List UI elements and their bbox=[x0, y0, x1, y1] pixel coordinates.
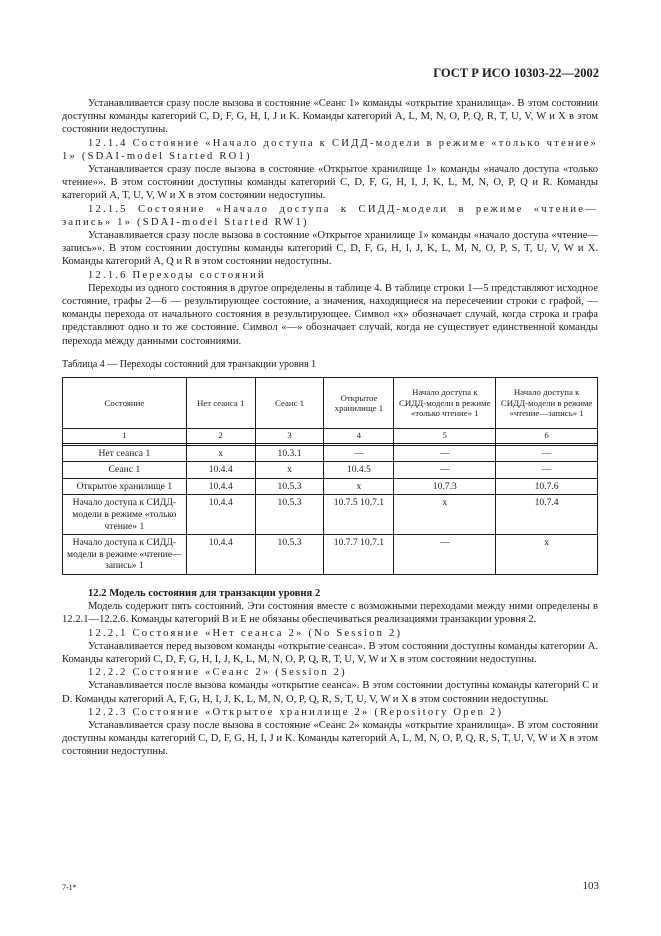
paragraph: Устанавливается перед вызовом команды «открытие сеанса». В этом состоянии доступны команды категории A. Команды категорий C, D, F, G, H, I, J, K, L, M, N, O, P, Q, R, T, U, V, W и X в этом состоянии недоступны. bbox=[62, 640, 598, 666]
table-cell: 10.3.1 bbox=[255, 445, 324, 462]
table-cell: 10.5.3 bbox=[255, 478, 324, 495]
table-cell: — bbox=[496, 462, 598, 479]
table-cell: x bbox=[496, 535, 598, 575]
paragraph: Устанавливается сразу после вызова в состояние «Сеанс 2» команды «открытие хранилища». В этом состоянии доступны команды категорий C, D, F, G, H, I, J и K. Команды категорий A, L, M, N, O, P, Q, R, S, T, U, V, W и X в этом состоянии недоступны. bbox=[62, 720, 598, 758]
paragraph: Устанавливается сразу после вызова в состояние «Открытое хранилище 1» команды «начало доступа «только чтение»». В этом состоянии доступны команды категорий C, D, F, G, H, I, J, K, L, M, N, O, P, Q и R. Команды категорий A, T, U, V, W и X в этом состоянии недоступны. bbox=[62, 164, 598, 202]
page-number: 103 bbox=[582, 880, 599, 892]
body-text bbox=[62, 97, 598, 759]
clause-heading: 12.1.4 Состояние «Начало доступа к СИДД-модели в режиме «только чтение» 1» (SDAI-model Started RO1) bbox=[62, 137, 598, 162]
table-cell: 10.5.3 bbox=[255, 535, 324, 575]
table-header-cell: Сеанс 1 bbox=[255, 378, 324, 429]
sheet-marker: 7-1* bbox=[62, 883, 77, 892]
paragraph: Модель содержит пять состояний. Эти состояния вместе с возможными переходами между ними определены в 12.2.1—12.2.6. Команды категорий B и E не обязаны обеспечиваться реализациями транзакции уровня 2. bbox=[62, 601, 598, 626]
table-cell: Начало доступа к СИДД-модели в режиме «чтение—запись» 1 bbox=[63, 535, 187, 575]
table-header-cell: Открытое хранилище 1 bbox=[324, 378, 394, 429]
table-cell: 10.7.6 bbox=[496, 478, 598, 495]
table-caption: Таблица 4 — Переходы состояний для транзакции уровня 1 bbox=[62, 358, 317, 370]
table-cell: 10.4.4 bbox=[186, 462, 255, 479]
table-cell: x bbox=[394, 495, 496, 535]
table-row bbox=[63, 462, 598, 479]
table-cell: — bbox=[394, 462, 496, 479]
clause-heading: 12.2.3 Состояние «Открытое хранилище 2» (Repository Open 2) bbox=[88, 706, 504, 718]
column-number: 2 bbox=[186, 429, 255, 444]
table-cell: 10.7.3 bbox=[394, 478, 496, 495]
table-header-cell: Состояние bbox=[63, 378, 187, 429]
table-row bbox=[63, 478, 598, 495]
table-cell: Сеанс 1 bbox=[63, 462, 187, 479]
column-number: 1 bbox=[63, 429, 187, 444]
column-number: 3 bbox=[255, 429, 324, 444]
paragraph: Устанавливается сразу после вызова в состояние «Открытое хранилище 1» команды «начало доступа «чтение—запись»». В этом состоянии доступны команды категорий C, D, F, G, H, I, J, K, L, M, N, O, P, S, T, U, V, W и X. Команды категорий A, Q и R в этом состоянии недоступны. bbox=[62, 230, 598, 268]
paragraph: Устанавливается после вызова команды «открытие сеанса». В этом состоянии доступны команды категорий C и D. Команды категорий A, F, G, H, I, J, K, L, M, N, O, P, Q, R, S, T, U, V, W и X в этом состоянии недоступны. bbox=[62, 680, 598, 705]
table-header-row bbox=[63, 378, 598, 429]
table-cell: — bbox=[394, 445, 496, 462]
table-row bbox=[63, 445, 598, 462]
state-transition-table bbox=[62, 377, 598, 575]
table-cell: 10.4.4 bbox=[186, 478, 255, 495]
paragraph: Переходы из одного состояния в другое определены в таблице 4. В таблице строки 1—5 представляют исходное состояние, графы 2—6 — результирующее состояние, а значения, находящиеся на пересечении строки с графой, — команды перехода от начального состояния в результирующее. Символ «x» обозначает случай, когда строка и графа представляют одно и то же состояние. Символ «—» обозначает случай, когда не существует единственной команды перехода между данными состояниями. bbox=[62, 282, 598, 347]
paragraph: Устанавливается сразу после вызова в состояние «Сеанс 1» команды «открытие хранилища». В этом состоянии доступны команды категорий C, D, F, G, H, I, J и K. Команды категорий A, L, M, N, O, P, Q, R, T, U, V, W и X в этом состоянии недоступны. bbox=[62, 98, 598, 136]
table-cell: — bbox=[496, 445, 598, 462]
column-number: 6 bbox=[496, 429, 598, 444]
table-cell: — bbox=[394, 535, 496, 575]
table-cell: 10.7.4 bbox=[496, 495, 598, 535]
clause-heading: 12.2.1 Состояние «Нет сеанса 2» (No Session 2) bbox=[88, 627, 403, 639]
table-number-row bbox=[63, 429, 598, 444]
clause-heading: 12.1.6 Переходы состояний bbox=[88, 269, 266, 281]
table-header-cell: Нет сеанса 1 bbox=[186, 378, 255, 429]
table-cell: Начало доступа к СИДД-модели в режиме «только чтение» 1 bbox=[63, 495, 187, 535]
table-cell: — bbox=[324, 445, 394, 462]
table-cell: 10.4.5 bbox=[324, 462, 394, 479]
table-cell: Нет сеанса 1 bbox=[63, 445, 187, 462]
clause-heading: 12.2.2 Состояние «Сеанс 2» (Session 2) bbox=[88, 667, 347, 679]
section-title: 12.2 Модель состояния для транзакции уровня 2 bbox=[88, 588, 321, 599]
table-row bbox=[63, 495, 598, 535]
table-cell: 10.4.4 bbox=[186, 535, 255, 575]
document-header: ГОСТ Р ИСО 10303-22—2002 bbox=[433, 66, 599, 80]
table-cell: Открытое хранилище 1 bbox=[63, 478, 187, 495]
table-cell: 10.4.4 bbox=[186, 495, 255, 535]
table-cell: 10.7.5 10.7.1 bbox=[324, 495, 394, 535]
table-header-cell: Начало доступа к СИДД-модели в режиме «чтение—запись» 1 bbox=[496, 378, 598, 429]
clause-heading: 12.1.5 Состояние «Начало доступа к СИДД-модели в режиме «чтение—запись» 1» (SDAI-model Started RW1) bbox=[62, 203, 598, 228]
column-number: 4 bbox=[324, 429, 394, 444]
table-cell: x bbox=[255, 462, 324, 479]
table-cell: 10.7.7 10.7.1 bbox=[324, 535, 394, 575]
column-number: 5 bbox=[394, 429, 496, 444]
table-header-cell: Начало доступа к СИДД-модели в режиме «только чтение» 1 bbox=[394, 378, 496, 429]
table-cell: x bbox=[186, 445, 255, 462]
table-cell: 10.5.3 bbox=[255, 495, 324, 535]
table-row bbox=[63, 535, 598, 575]
table-cell: x bbox=[324, 478, 394, 495]
